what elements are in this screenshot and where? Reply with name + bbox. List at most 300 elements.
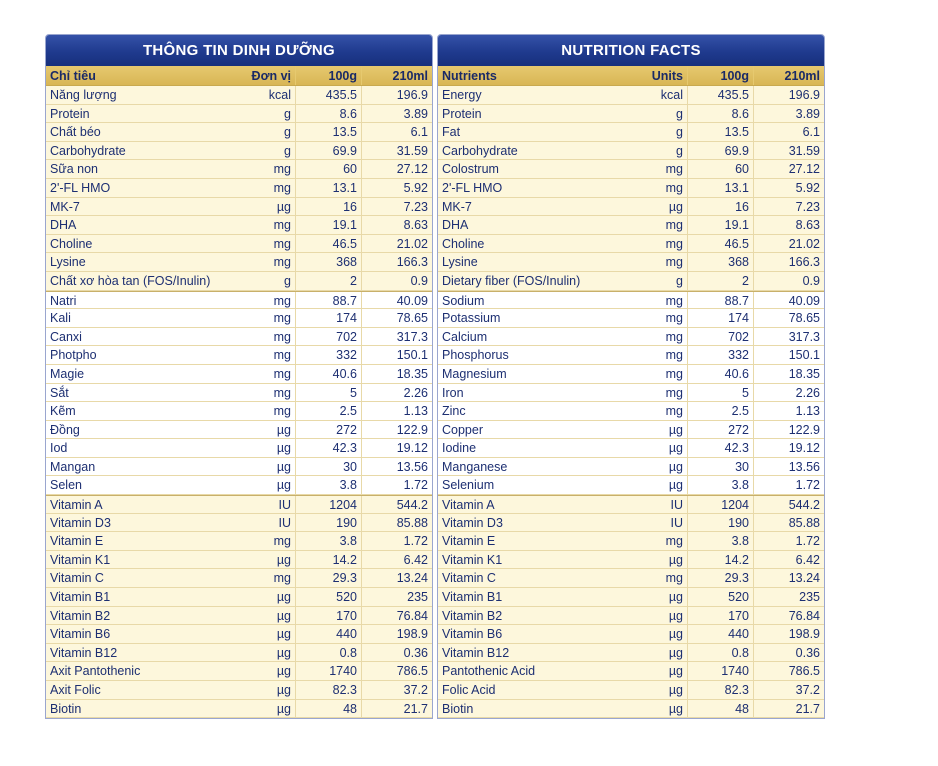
value-100g-cell: 82.3 bbox=[296, 681, 362, 699]
nutrient-name: Copper bbox=[442, 422, 483, 437]
table-row bbox=[438, 476, 824, 495]
unit-cell: µg bbox=[234, 476, 296, 494]
value-100g-cell: 2.5 bbox=[296, 402, 362, 420]
value-100g-cell: 1204 bbox=[296, 496, 362, 513]
nutrient-name: Lysine bbox=[442, 255, 478, 270]
table-row bbox=[438, 123, 824, 142]
value-100g-cell: 0.8 bbox=[296, 644, 362, 662]
unit-cell: µg bbox=[234, 198, 296, 216]
table-header-row bbox=[438, 66, 824, 86]
table-row bbox=[46, 253, 432, 272]
value-210ml-cell: 85.88 bbox=[788, 515, 820, 530]
table-row bbox=[438, 495, 824, 514]
unit-cell: µg bbox=[234, 625, 296, 643]
value-100g-cell: 174 bbox=[296, 309, 362, 327]
value-100g-cell: 2 bbox=[296, 272, 362, 290]
unit-cell: µg bbox=[234, 421, 296, 439]
table-row bbox=[438, 142, 824, 161]
value-100g-cell: 88.7 bbox=[296, 292, 362, 309]
nutrient-name: Magie bbox=[50, 366, 85, 381]
value-100g-cell: 3.8 bbox=[688, 476, 754, 494]
value-210ml-cell: 7.23 bbox=[403, 199, 428, 214]
value-100g-cell: 88.7 bbox=[688, 292, 754, 309]
column-header: 100g bbox=[296, 66, 362, 85]
value-100g-cell: 2.5 bbox=[688, 402, 754, 420]
unit-cell: µg bbox=[234, 681, 296, 699]
value-210ml-cell: 31.59 bbox=[396, 143, 428, 158]
value-100g-cell: 1740 bbox=[296, 662, 362, 680]
unit-cell: mg bbox=[234, 384, 296, 402]
nutrient-name: Fat bbox=[442, 125, 461, 140]
unit-cell: µg bbox=[234, 700, 296, 718]
nutrient-name: Protein bbox=[50, 106, 90, 121]
nutrient-name: Selen bbox=[50, 478, 82, 493]
table-row bbox=[46, 346, 432, 365]
value-210ml-cell: 235 bbox=[799, 590, 820, 605]
unit-cell: IU bbox=[234, 514, 296, 532]
table-row bbox=[438, 458, 824, 477]
nutrient-name: Selenium bbox=[442, 478, 495, 493]
value-100g-cell: 368 bbox=[688, 253, 754, 271]
column-header: 100g bbox=[688, 66, 754, 85]
nutrient-name: Manganese bbox=[442, 459, 508, 474]
unit-cell: mg bbox=[626, 569, 688, 587]
nutrient-name: Vitamin B6 bbox=[50, 627, 111, 642]
table-row bbox=[46, 421, 432, 440]
nutrient-name: Vitamin B1 bbox=[50, 590, 111, 605]
unit-cell: IU bbox=[626, 514, 688, 532]
table-row bbox=[46, 700, 432, 719]
unit-cell: µg bbox=[234, 551, 296, 569]
unit-cell: µg bbox=[626, 458, 688, 476]
value-100g-cell: 5 bbox=[296, 384, 362, 402]
value-100g-cell: 8.6 bbox=[296, 105, 362, 123]
value-100g-cell: 46.5 bbox=[688, 235, 754, 253]
value-210ml-cell: 40.09 bbox=[788, 293, 820, 308]
table-row bbox=[46, 365, 432, 384]
unit-cell: mg bbox=[626, 179, 688, 197]
nutrient-name: Protein bbox=[442, 106, 482, 121]
nutrient-name: Vitamin E bbox=[442, 534, 496, 549]
value-210ml-cell: 235 bbox=[407, 590, 428, 605]
unit-cell: mg bbox=[626, 160, 688, 178]
vietnamese-nutrition-panel bbox=[45, 34, 433, 719]
nutrient-name: Calcium bbox=[442, 329, 488, 344]
nutrient-name: Năng lượng bbox=[50, 88, 117, 102]
nutrient-name: Pantothenic Acid bbox=[442, 664, 536, 679]
vietnamese-panel-title: THÔNG TIN DINH DƯỠNG bbox=[46, 35, 432, 66]
value-100g-cell: 8.6 bbox=[688, 105, 754, 123]
nutrient-name: 2'-FL HMO bbox=[50, 180, 111, 195]
value-210ml-cell: 21.7 bbox=[795, 701, 820, 716]
table-row bbox=[438, 328, 824, 347]
value-210ml-cell: 21.02 bbox=[788, 236, 820, 251]
table-row bbox=[46, 514, 432, 533]
value-100g-cell: 2 bbox=[688, 272, 754, 290]
unit-cell: µg bbox=[626, 681, 688, 699]
nutrient-name: Vitamin K1 bbox=[442, 552, 503, 567]
value-210ml-cell: 40.09 bbox=[396, 293, 428, 308]
unit-cell: µg bbox=[234, 644, 296, 662]
value-100g-cell: 435.5 bbox=[688, 86, 754, 104]
value-210ml-cell: 5.92 bbox=[795, 180, 820, 195]
value-100g-cell: 272 bbox=[296, 421, 362, 439]
unit-cell: mg bbox=[234, 235, 296, 253]
value-210ml-cell: 76.84 bbox=[788, 608, 820, 623]
unit-cell: mg bbox=[234, 253, 296, 271]
table-row bbox=[46, 216, 432, 235]
value-210ml-cell: 27.12 bbox=[396, 162, 428, 177]
value-210ml-cell: 1.13 bbox=[795, 404, 820, 419]
value-210ml-cell: 13.56 bbox=[396, 459, 428, 474]
unit-cell: g bbox=[626, 123, 688, 141]
unit-cell: mg bbox=[626, 216, 688, 234]
table-row bbox=[46, 309, 432, 328]
unit-cell: mg bbox=[626, 365, 688, 383]
value-210ml-cell: 0.9 bbox=[410, 273, 428, 288]
value-100g-cell: 30 bbox=[688, 458, 754, 476]
nutrient-name: Vitamin D3 bbox=[442, 515, 503, 530]
table-row bbox=[46, 607, 432, 626]
unit-cell: µg bbox=[626, 476, 688, 494]
value-210ml-cell: 198.9 bbox=[396, 627, 428, 642]
value-100g-cell: 272 bbox=[688, 421, 754, 439]
value-210ml-cell: 317.3 bbox=[788, 329, 820, 344]
value-210ml-cell: 166.3 bbox=[788, 255, 820, 270]
column-header: 210ml bbox=[784, 69, 820, 83]
value-210ml-cell: 7.23 bbox=[795, 199, 820, 214]
value-210ml-cell: 19.12 bbox=[788, 441, 820, 456]
value-210ml-cell: 1.72 bbox=[403, 478, 428, 493]
table-row bbox=[46, 384, 432, 403]
table-row bbox=[438, 644, 824, 663]
value-210ml-cell: 6.42 bbox=[403, 552, 428, 567]
unit-cell: mg bbox=[626, 402, 688, 420]
value-210ml-cell: 1.72 bbox=[403, 534, 428, 549]
table-row bbox=[46, 495, 432, 514]
unit-cell: µg bbox=[234, 588, 296, 606]
value-100g-cell: 440 bbox=[296, 625, 362, 643]
unit-cell: mg bbox=[234, 309, 296, 327]
nutrient-name: Vitamin B2 bbox=[442, 608, 503, 623]
value-100g-cell: 332 bbox=[688, 346, 754, 364]
nutrient-name: Choline bbox=[442, 236, 485, 251]
value-100g-cell: 190 bbox=[688, 514, 754, 532]
nutrient-name: Iod bbox=[50, 441, 68, 456]
unit-cell: µg bbox=[626, 607, 688, 625]
table-row bbox=[438, 160, 824, 179]
value-100g-cell: 332 bbox=[296, 346, 362, 364]
table-row bbox=[438, 235, 824, 254]
table-header-row bbox=[46, 66, 432, 86]
english-panel-title: NUTRITION FACTS bbox=[438, 35, 824, 66]
table-row bbox=[438, 291, 824, 310]
table-row bbox=[438, 514, 824, 533]
column-header: Units bbox=[626, 66, 688, 85]
nutrient-name: MK-7 bbox=[50, 199, 80, 214]
unit-cell: µg bbox=[626, 625, 688, 643]
value-210ml-cell: 18.35 bbox=[788, 366, 820, 381]
nutrient-name: Zinc bbox=[442, 404, 466, 419]
table-row bbox=[46, 625, 432, 644]
nutrient-name: Iodine bbox=[442, 441, 477, 456]
unit-cell: µg bbox=[234, 439, 296, 457]
nutrient-name: Potassium bbox=[442, 311, 501, 326]
unit-cell: µg bbox=[234, 607, 296, 625]
column-header: 210ml bbox=[392, 69, 428, 83]
value-100g-cell: 40.6 bbox=[296, 365, 362, 383]
table-row bbox=[46, 439, 432, 458]
nutrient-name: Vitamin B2 bbox=[50, 608, 111, 623]
value-210ml-cell: 13.56 bbox=[788, 459, 820, 474]
nutrient-name: Natri bbox=[50, 293, 77, 308]
value-210ml-cell: 6.42 bbox=[795, 552, 820, 567]
unit-cell: IU bbox=[626, 496, 688, 513]
nutrient-name: Vitamin K1 bbox=[50, 552, 111, 567]
table-row bbox=[46, 476, 432, 495]
value-100g-cell: 69.9 bbox=[296, 142, 362, 160]
nutrient-name: Photpho bbox=[50, 348, 97, 363]
unit-cell: µg bbox=[626, 644, 688, 662]
value-100g-cell: 368 bbox=[296, 253, 362, 271]
value-210ml-cell: 2.26 bbox=[795, 385, 820, 400]
table-row bbox=[438, 272, 824, 291]
value-210ml-cell: 5.92 bbox=[403, 180, 428, 195]
value-100g-cell: 19.1 bbox=[296, 216, 362, 234]
unit-cell: mg bbox=[234, 292, 296, 309]
nutrient-name: Energy bbox=[442, 88, 482, 102]
value-210ml-cell: 544.2 bbox=[396, 498, 428, 513]
unit-cell: mg bbox=[234, 365, 296, 383]
table-row bbox=[438, 421, 824, 440]
nutrient-name: Vitamin B6 bbox=[442, 627, 503, 642]
value-210ml-cell: 6.1 bbox=[410, 125, 428, 140]
table-row bbox=[438, 625, 824, 644]
value-210ml-cell: 3.89 bbox=[795, 106, 820, 121]
table-row bbox=[46, 86, 432, 105]
value-210ml-cell: 150.1 bbox=[396, 348, 428, 363]
table-row bbox=[46, 569, 432, 588]
unit-cell: IU bbox=[234, 496, 296, 513]
nutrient-name: Vitamin E bbox=[50, 534, 104, 549]
value-210ml-cell: 2.26 bbox=[403, 385, 428, 400]
table-row bbox=[46, 291, 432, 310]
value-100g-cell: 702 bbox=[688, 328, 754, 346]
nutrient-name: Carbohydrate bbox=[442, 143, 518, 158]
unit-cell: g bbox=[234, 105, 296, 123]
unit-cell: g bbox=[626, 142, 688, 160]
nutrient-name: Choline bbox=[50, 236, 93, 251]
table-row bbox=[46, 402, 432, 421]
vietnamese-table bbox=[46, 66, 432, 718]
table-row bbox=[438, 700, 824, 719]
value-100g-cell: 520 bbox=[296, 588, 362, 606]
value-100g-cell: 174 bbox=[688, 309, 754, 327]
table-row bbox=[438, 105, 824, 124]
value-210ml-cell: 21.7 bbox=[403, 701, 428, 716]
value-100g-cell: 42.3 bbox=[688, 439, 754, 457]
value-210ml-cell: 786.5 bbox=[396, 664, 428, 679]
unit-cell: mg bbox=[234, 532, 296, 550]
table-row bbox=[46, 644, 432, 663]
table-row bbox=[46, 272, 432, 291]
value-100g-cell: 5 bbox=[688, 384, 754, 402]
value-100g-cell: 0.8 bbox=[688, 644, 754, 662]
value-100g-cell: 3.8 bbox=[296, 476, 362, 494]
table-row bbox=[46, 198, 432, 217]
table-row bbox=[438, 532, 824, 551]
value-100g-cell: 40.6 bbox=[688, 365, 754, 383]
nutrient-name: Kali bbox=[50, 311, 71, 326]
table-row bbox=[438, 346, 824, 365]
unit-cell: mg bbox=[626, 309, 688, 327]
table-row bbox=[46, 123, 432, 142]
value-100g-cell: 170 bbox=[296, 607, 362, 625]
nutrient-name: Chất béo bbox=[50, 125, 101, 140]
unit-cell: mg bbox=[626, 253, 688, 271]
unit-cell: mg bbox=[234, 179, 296, 197]
table-row bbox=[46, 160, 432, 179]
unit-cell: µg bbox=[626, 588, 688, 606]
nutrient-name: Vitamin C bbox=[442, 571, 496, 586]
unit-cell: g bbox=[626, 272, 688, 290]
unit-cell: mg bbox=[626, 328, 688, 346]
unit-cell: mg bbox=[234, 569, 296, 587]
value-100g-cell: 14.2 bbox=[688, 551, 754, 569]
nutrient-name: Axit Folic bbox=[50, 683, 101, 697]
value-100g-cell: 30 bbox=[296, 458, 362, 476]
value-100g-cell: 3.8 bbox=[296, 532, 362, 550]
value-210ml-cell: 8.63 bbox=[403, 218, 428, 233]
nutrient-name: Iron bbox=[442, 385, 464, 400]
value-100g-cell: 702 bbox=[296, 328, 362, 346]
value-210ml-cell: 1.72 bbox=[795, 478, 820, 493]
nutrient-name: Vitamin B12 bbox=[50, 645, 118, 660]
table-row bbox=[438, 253, 824, 272]
value-210ml-cell: 27.12 bbox=[788, 162, 820, 177]
unit-cell: mg bbox=[234, 402, 296, 420]
unit-cell: kcal bbox=[234, 86, 296, 104]
unit-cell: mg bbox=[234, 346, 296, 364]
nutrient-name: Sữa non bbox=[50, 162, 98, 177]
value-210ml-cell: 196.9 bbox=[788, 88, 820, 102]
table-row bbox=[438, 681, 824, 700]
value-100g-cell: 42.3 bbox=[296, 439, 362, 457]
value-100g-cell: 435.5 bbox=[296, 86, 362, 104]
value-210ml-cell: 13.24 bbox=[396, 571, 428, 586]
value-210ml-cell: 85.88 bbox=[396, 515, 428, 530]
unit-cell: mg bbox=[234, 160, 296, 178]
value-100g-cell: 19.1 bbox=[688, 216, 754, 234]
value-100g-cell: 14.2 bbox=[296, 551, 362, 569]
value-210ml-cell: 37.2 bbox=[403, 683, 428, 697]
unit-cell: µg bbox=[626, 551, 688, 569]
nutrient-name: Kẽm bbox=[50, 404, 76, 419]
column-header: Chỉ tiêu bbox=[50, 69, 96, 83]
column-header: Đơn vị bbox=[234, 66, 296, 85]
table-row bbox=[438, 309, 824, 328]
table-row bbox=[46, 179, 432, 198]
value-210ml-cell: 150.1 bbox=[788, 348, 820, 363]
table-row bbox=[46, 551, 432, 570]
value-210ml-cell: 0.36 bbox=[795, 645, 820, 660]
unit-cell: g bbox=[626, 105, 688, 123]
english-nutrition-panel bbox=[437, 34, 825, 719]
value-100g-cell: 16 bbox=[296, 198, 362, 216]
value-210ml-cell: 76.84 bbox=[396, 608, 428, 623]
value-100g-cell: 13.1 bbox=[688, 179, 754, 197]
value-210ml-cell: 78.65 bbox=[396, 311, 428, 326]
value-210ml-cell: 786.5 bbox=[788, 664, 820, 679]
value-100g-cell: 1204 bbox=[688, 496, 754, 513]
nutrient-name: Chất xơ hòa tan (FOS/Inulin) bbox=[50, 273, 211, 288]
value-100g-cell: 46.5 bbox=[296, 235, 362, 253]
table-row bbox=[46, 328, 432, 347]
table-row bbox=[438, 439, 824, 458]
value-100g-cell: 1740 bbox=[688, 662, 754, 680]
table-row bbox=[46, 105, 432, 124]
nutrient-name: Phosphorus bbox=[442, 348, 509, 363]
english-table bbox=[438, 66, 824, 718]
value-210ml-cell: 78.65 bbox=[788, 311, 820, 326]
table-row bbox=[438, 384, 824, 403]
table-row bbox=[438, 198, 824, 217]
nutrient-name: Vitamin A bbox=[50, 498, 103, 513]
unit-cell: µg bbox=[234, 662, 296, 680]
unit-cell: mg bbox=[626, 384, 688, 402]
column-header: Nutrients bbox=[442, 69, 497, 83]
nutrient-name: Mangan bbox=[50, 459, 96, 474]
value-100g-cell: 190 bbox=[296, 514, 362, 532]
nutrient-name: Dietary fiber (FOS/Inulin) bbox=[442, 273, 581, 288]
value-210ml-cell: 13.24 bbox=[788, 571, 820, 586]
table-row bbox=[438, 179, 824, 198]
table-row bbox=[438, 588, 824, 607]
unit-cell: mg bbox=[626, 346, 688, 364]
nutrient-name: 2'-FL HMO bbox=[442, 180, 503, 195]
value-210ml-cell: 37.2 bbox=[795, 683, 820, 697]
table-row bbox=[438, 86, 824, 105]
nutrient-name: Colostrum bbox=[442, 162, 499, 177]
value-210ml-cell: 6.1 bbox=[802, 125, 820, 140]
value-210ml-cell: 18.35 bbox=[396, 366, 428, 381]
value-100g-cell: 13.1 bbox=[296, 179, 362, 197]
table-row bbox=[46, 662, 432, 681]
table-row bbox=[46, 142, 432, 161]
table-row bbox=[438, 216, 824, 235]
nutrient-name: Biotin bbox=[442, 701, 474, 716]
nutrient-name: Lysine bbox=[50, 255, 86, 270]
value-210ml-cell: 196.9 bbox=[396, 88, 428, 102]
nutrient-name: Sodium bbox=[442, 293, 485, 308]
unit-cell: mg bbox=[626, 292, 688, 309]
value-100g-cell: 13.5 bbox=[688, 123, 754, 141]
value-100g-cell: 29.3 bbox=[688, 569, 754, 587]
value-100g-cell: 69.9 bbox=[688, 142, 754, 160]
table-row bbox=[46, 588, 432, 607]
nutrient-name: Vitamin B12 bbox=[442, 645, 510, 660]
unit-cell: mg bbox=[626, 532, 688, 550]
value-210ml-cell: 19.12 bbox=[396, 441, 428, 456]
value-100g-cell: 170 bbox=[688, 607, 754, 625]
value-100g-cell: 48 bbox=[688, 700, 754, 718]
value-210ml-cell: 31.59 bbox=[788, 143, 820, 158]
value-210ml-cell: 166.3 bbox=[396, 255, 428, 270]
value-100g-cell: 16 bbox=[688, 198, 754, 216]
value-100g-cell: 48 bbox=[296, 700, 362, 718]
table-row bbox=[46, 532, 432, 551]
table-row bbox=[438, 365, 824, 384]
